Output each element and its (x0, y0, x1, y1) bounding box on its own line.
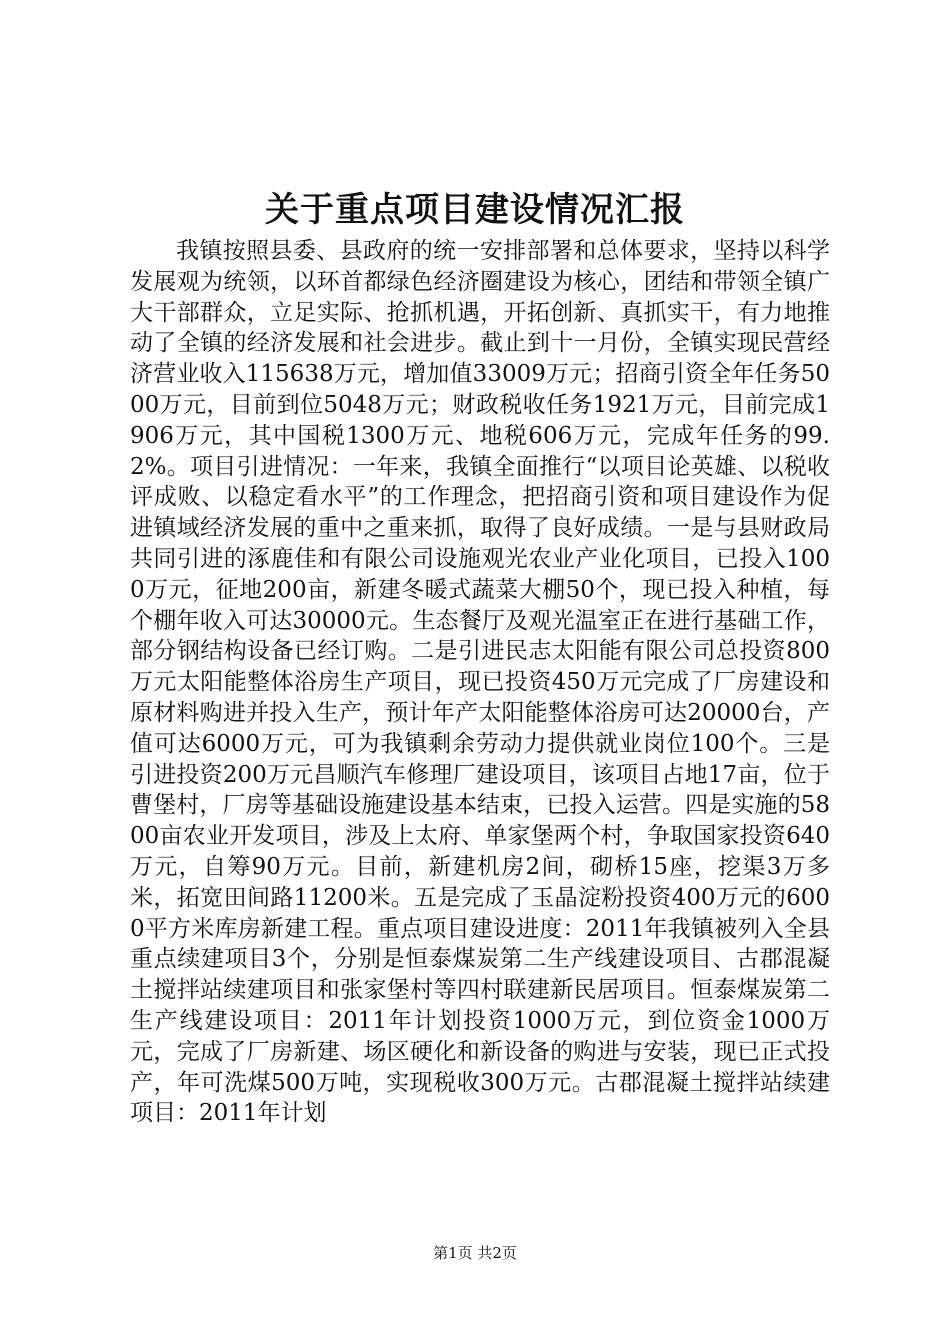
body-paragraph: 我镇按照县委、县政府的统一安排部署和总体要求，坚持以科学发展观为统领，以环首都绿色经济圈建设为核心，团结和带领全镇广大干部群众，立足实际、抢抓机遇，开拓创新、真抓实干，有力地推动了全镇的经济发展和社会进步。截止到十一月份，全镇实现民营经济营业收入115638万元，增加值33009万元；招商引资全年任务5000万元，目前到位5048万元；财政税收任务1921万元，目前完成1906万元，其中国税1300万元、地税606万元，完成年任务的99.2%。项目引进情况：一年来，我镇全面推行“以项目论英雄、以税收评成败、以稳定看水平”的工作理念，把招商引资和项目建设作为促进镇域经济发展的重中之重来抓，取得了良好成绩。一是与县财政局共同引进的涿鹿佳和有限公司设施观光农业产业化项目，已投入1000万元，征地200亩，新建冬暖式蔬菜大棚50个，现已投入种植，每个棚年收入可达30000元。生态餐厅及观光温室正在进行基础工作，部分钢结构设备已经订购。二是引进民志太阳能有限公司总投资800万元太阳能整体浴房生产项目，现已投资450万元完成了厂房建设和原材料购进并投入生产，预计年产太阳能整体浴房可达20000台，产值可达6000万元，可为我镇剩余劳动力提供就业岗位100个。三是引进投资200万元昌顺汽车修理厂建设项目，该项目占地17亩，位于曹堡村，厂房等基础设施建设基本结束，已投入运营。四是实施的5800亩农业开发项目，涉及上太府、单家堡两个村，争取国家投资640万元，自筹90万元。目前，新建机房2间，砌桥15座，挖渠3万多米，拓宽田间路11200米。五是完成了玉晶淀粉投资400万元的6000平方米库房新建工程。重点项目建设进度：2011年我镇被列入全县重点续建项目3个，分别是恒泰煤炭第二生产线建设项目、古郡混凝土搅拌站续建项目和张家堡村等四村联建新民居项目。恒泰煤炭第二生产线建设项目：2011年计划投资1000万元，到位资金1000万元，完成了厂房新建、场区硬化和新设备的购进与安装，现已正式投产，年可洗煤500万吨，实现税收300万元。古郡混凝土搅拌站续建项目：2011年计划 (130, 238, 830, 1127)
page-number-footer: 第1页 共2页 (433, 1244, 517, 1262)
document-title: 关于重点项目建设情况汇报 (265, 190, 685, 230)
